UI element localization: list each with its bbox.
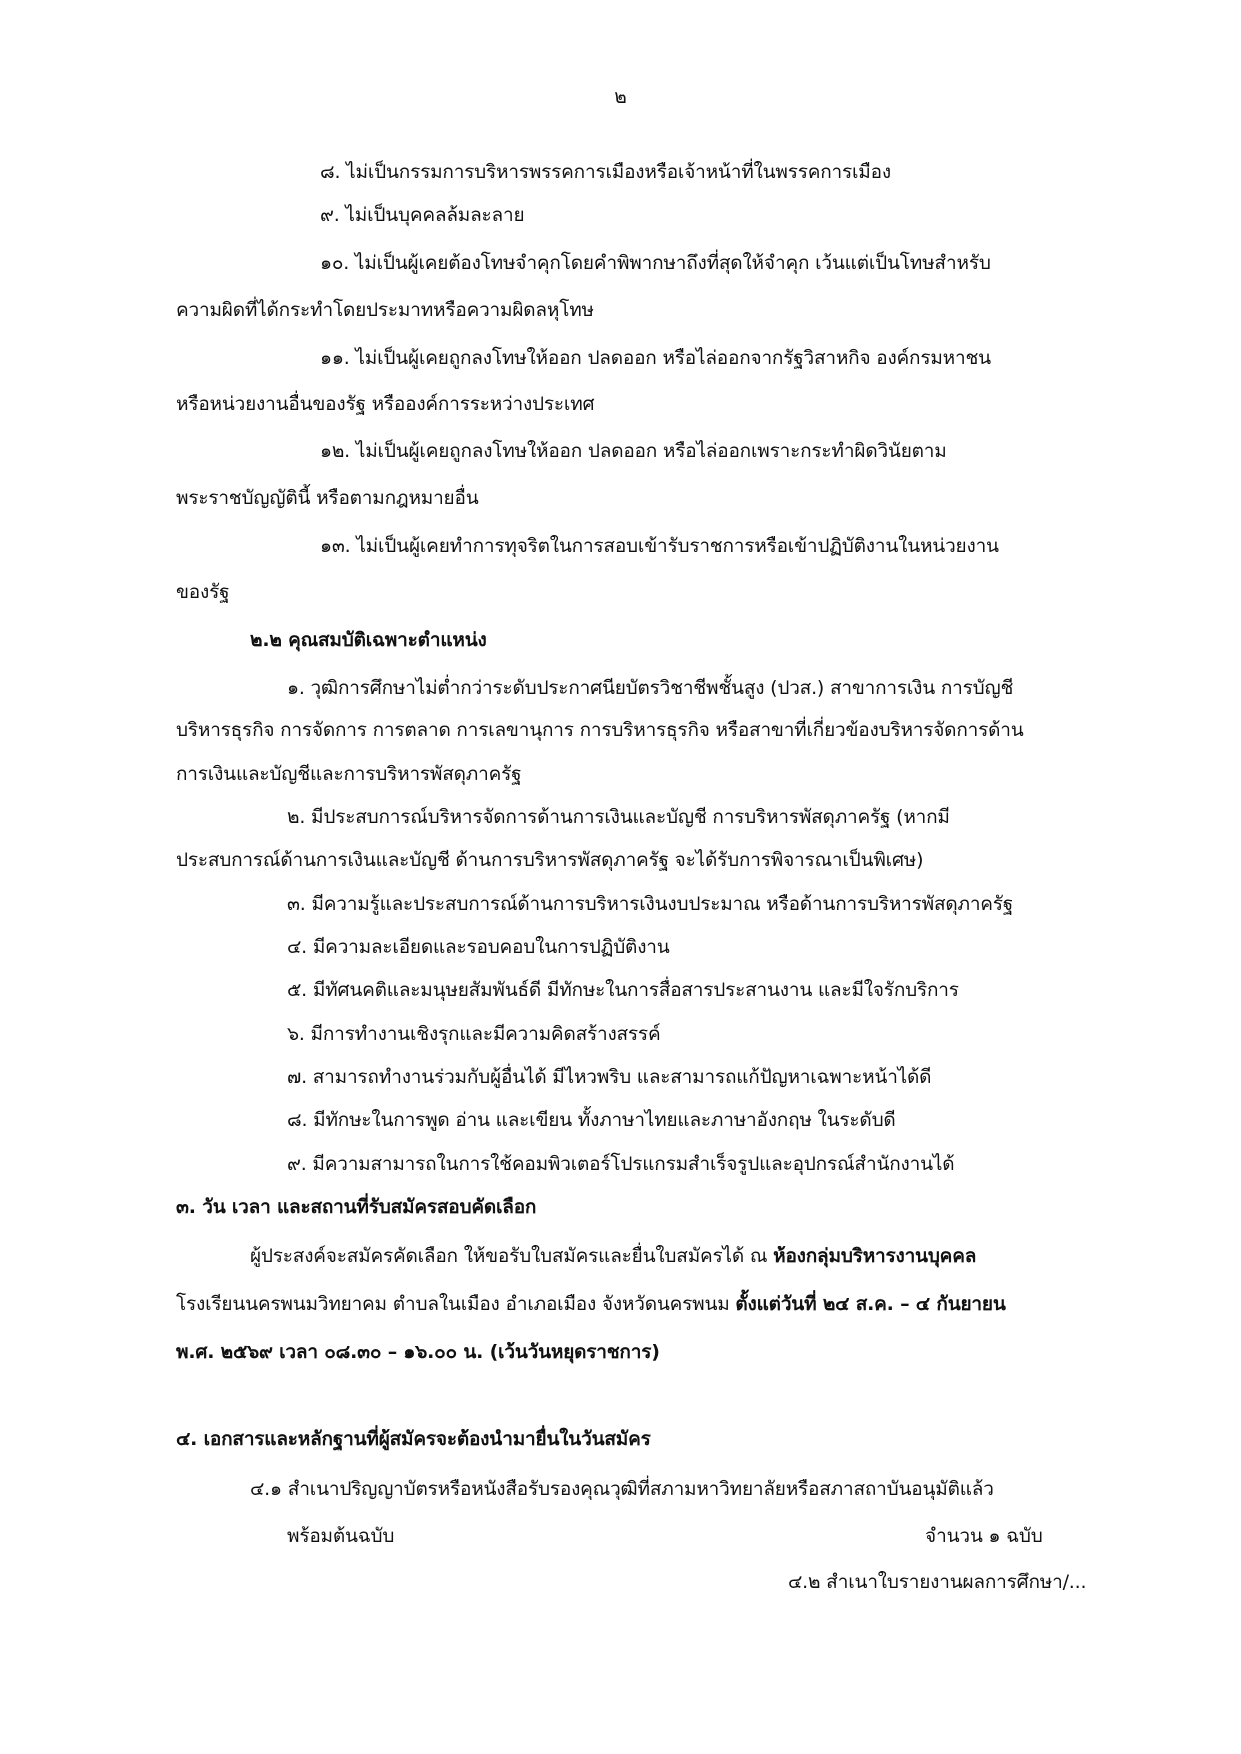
item-10-line2: ความผิดที่ได้กระทำโดยประมาทหรือความผิดลหุโทษ [176,299,594,321]
qual-2-line1: ๒. มีประสบการณ์บริหารจัดการด้านการเงินและบัญชี การบริหารพัสดุภาครัฐ (หากมี [287,806,950,828]
qual-5: ๕. มีทัศนคติและมนุษยสัมพันธ์ดี มีทักษะในการสื่อสารประสานงาน และมีใจรักบริการ [287,979,959,1001]
item-13-line1: ๑๓. ไม่เป็นผู้เคยทำการทุจริตในการสอบเข้ารับราชการหรือเข้าปฏิบัติงานในหน่วยงาน [320,535,999,557]
qual-7: ๗. สามารถทำงานร่วมกับผู้อื่นได้ มีไหวพริบ และสามารถแก้ปัญหาเฉพาะหน้าได้ดี [287,1066,932,1088]
item-11-line1: ๑๑. ไม่เป็นผู้เคยถูกลงโทษให้ออก ปลดออก หรือไล่ออกจากรัฐวิสาหกิจ องค์กรมหาชน [320,347,991,369]
item-12-line2: พระราชบัญญัตินี้ หรือตามกฎหมายอื่น [176,487,479,509]
qual-6: ๖. มีการทำงานเชิงรุกและมีความคิดสร้างสรรค์ [287,1023,661,1045]
document-4-1-count: จำนวน ๑ ฉบับ [925,1525,1043,1547]
item-12-line1: ๑๒. ไม่เป็นผู้เคยถูกลงโทษให้ออก ปลดออก หรือไล่ออกเพราะกระทำผิดวินัยตาม [320,440,947,462]
qual-4: ๔. มีความละเอียดและรอบคอบในการปฏิบัติงาน [287,936,670,958]
item-9: ๙. ไม่เป็นบุคคลล้มละลาย [320,204,525,226]
section-3-line1 [250,1242,976,1270]
qual-2-line2: ประสบการณ์ด้านการเงินและบัญชี ด้านการบริหารพัสดุภาครัฐ จะได้รับการพิจารณาเป็นพิเศษ) [176,849,924,871]
section-4-heading: ๔. เอกสารและหลักฐานที่ผู้สมัครจะต้องนำมายื่นในวันสมัคร [176,1428,651,1450]
qual-1-line2: บริหารธุรกิจ การจัดการ การตลาด การเลขานุการ การบริหารธุรกิจ หรือสาขาที่เกี่ยวข้องบริหารจัดการด้าน [176,719,1024,741]
item-10-line1: ๑๐. ไม่เป็นผู้เคยต้องโทษจำคุกโดยคำพิพากษาถึงที่สุดให้จำคุก เว้นแต่เป็นโทษสำหรับ [320,252,991,274]
section-3-heading: ๓. วัน เวลา และสถานที่รับสมัครสอบคัดเลือก [176,1196,537,1218]
section-3-dates: ตั้งแต่วันที่ ๒๔ ส.ค. – ๔ กันยายน [735,1293,1006,1315]
qual-9: ๙. มีความสามารถในการใช้คอมพิวเตอร์โปรแกรมสำเร็จรูปและอุปกรณ์สำนักงานได้ [287,1153,955,1175]
section-2-2-heading: ๒.๒ คุณสมบัติเฉพาะตำแหน่ง [250,629,487,651]
section-3-line1-text: ผู้ประสงค์จะสมัครคัดเลือก ให้ขอรับใบสมัครและยื่นใบสมัครได้ ณ [250,1245,774,1267]
item-11-line2: หรือหน่วยงานอื่นของรัฐ หรือองค์การระหว่างประเทศ [176,393,595,415]
qual-3: ๓. มีความรู้และประสบการณ์ด้านการบริหารเงินงบประมาณ หรือด้านการบริหารพัสดุภาครัฐ [287,893,1014,915]
section-3-line2-text: โรงเรียนนครพนมวิทยาคม ตำบลในเมือง อำเภอเมือง จังหวัดนครพนม [176,1293,736,1315]
qual-1-line3: การเงินและบัญชีและการบริหารพัสดุภาครัฐ [176,763,522,785]
section-3-line3: พ.ศ. ๒๕๖๙ เวลา ๐๘.๓๐ – ๑๖.๐๐ น. (เว้นวันหยุดราชการ) [176,1341,660,1363]
section-3-venue: ห้องกลุ่มบริหารงานบุคคล [773,1245,977,1267]
qual-8: ๘. มีทักษะในการพูด อ่าน และเขียน ทั้งภาษาไทยและภาษาอังกฤษ ในระดับดี [287,1109,896,1131]
qual-1-line1: ๑. วุฒิการศึกษาไม่ต่ำกว่าระดับประกาศนียบัตรวิชาชีพชั้นสูง (ปวส.) สาขาการเงิน การบัญชี [287,677,1014,699]
item-8: ๘. ไม่เป็นกรรมการบริหารพรรคการเมืองหรือเจ้าหน้าที่ในพรรคการเมือง [320,161,891,183]
continuation-note: ๔.๒ สำเนาใบรายงานผลการศึกษา/... [788,1571,1087,1593]
item-13-line2: ของรัฐ [176,581,230,603]
page-number: ๒ [614,86,627,108]
document-4-1-line2: พร้อมต้นฉบับ [287,1525,395,1547]
document-4-1-line1: ๔.๑ สำเนาปริญญาบัตรหรือหนังสือรับรองคุณวุฒิที่สภามหาวิทยาลัยหรือสภาสถาบันอนุมัติแล้ว [250,1478,994,1500]
section-3-line2 [176,1290,1006,1318]
